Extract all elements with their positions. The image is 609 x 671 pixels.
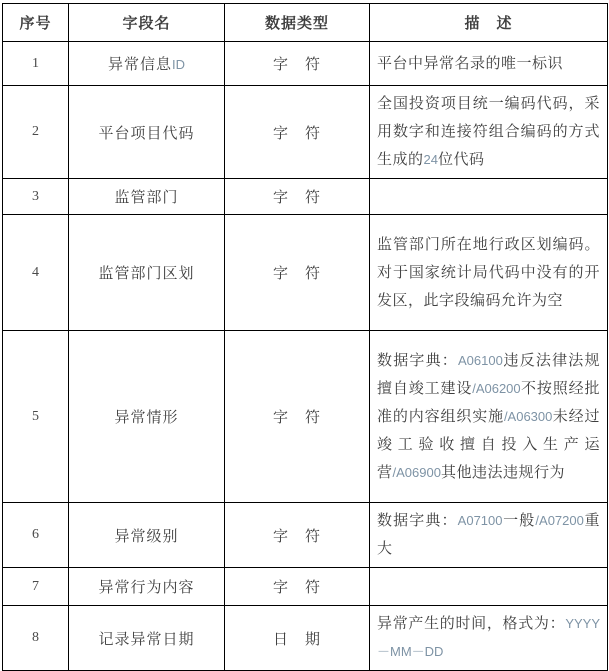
- latin-code-text: /A06200: [472, 380, 521, 396]
- table-row: [3, 606, 608, 671]
- table-row: [3, 179, 608, 215]
- header-desc: 描 述: [370, 4, 608, 42]
- table-row: [3, 568, 608, 606]
- cell-description: 监管部门所在地行政区划编码。对于国家统计局代码中没有的开发区，此字段编码允许为空: [370, 215, 608, 331]
- cell-description: 全国投资项目统一编码代码，采用数字和连接符组合编码的方式生成的24位代码: [370, 86, 608, 179]
- cell-data-type: 字 符: [225, 179, 370, 215]
- cell-field-name: 记录异常日期: [69, 606, 225, 671]
- latin-code-text: /A06300: [503, 408, 553, 424]
- cell-field-name: 异常情形: [69, 331, 225, 503]
- cell-description: 平台中异常名录的唯一标识: [370, 42, 608, 86]
- cell-data-type: 字 符: [225, 215, 370, 331]
- latin-code-text: /A06900: [392, 464, 441, 480]
- cell-data-type: 字 符: [225, 42, 370, 86]
- cell-data-type: 字 符: [225, 568, 370, 606]
- latin-code-text: /A07200: [535, 513, 584, 528]
- cell-field-name: 异常级别: [69, 503, 225, 568]
- cell-data-type: 日 期: [225, 606, 370, 671]
- cell-data-type: 字 符: [225, 503, 370, 568]
- table-row: [3, 331, 608, 503]
- cell-description: [370, 568, 608, 606]
- cell-row-number: 1: [3, 42, 69, 86]
- cell-description: 数据字典：A06100违反法律法规擅自竣工建设/A06200不按照经批准的内容组织实施/A06300未经过竣工验收擅自投入生产运营/A06900其他违法违规行为: [370, 331, 608, 503]
- cell-row-number: 6: [3, 503, 69, 568]
- header-field: 字段名: [69, 4, 225, 42]
- cell-description: 异常产生的时间，格式为：YYYY－MM－DD: [370, 606, 608, 671]
- header-type: 数据类型: [225, 4, 370, 42]
- field-definition-table: [2, 3, 608, 671]
- latin-code-text: 24: [423, 152, 438, 167]
- cell-row-number: 5: [3, 331, 69, 503]
- cell-row-number: 4: [3, 215, 69, 331]
- cell-field-name: 异常行为内容: [69, 568, 225, 606]
- latin-code-text: ID: [172, 57, 185, 72]
- cell-data-type: 字 符: [225, 86, 370, 179]
- cell-row-number: 3: [3, 179, 69, 215]
- cell-row-number: 8: [3, 606, 69, 671]
- table-row: [3, 42, 608, 86]
- cell-row-number: 2: [3, 86, 69, 179]
- cell-field-name: 平台项目代码: [69, 86, 225, 179]
- table-row: [3, 215, 608, 331]
- latin-code-text: A07100: [457, 513, 503, 528]
- cell-field-name: 监管部门: [69, 179, 225, 215]
- cell-field-name: 异常信息ID: [69, 42, 225, 86]
- cell-description: 数据字典：A07100一般/A07200重大: [370, 503, 608, 568]
- cell-field-name: 监管部门区划: [69, 215, 225, 331]
- cell-data-type: 字 符: [225, 331, 370, 503]
- latin-code-text: A06100: [457, 352, 503, 368]
- cell-description: [370, 179, 608, 215]
- latin-code-text: YYYY－MM－DD: [377, 616, 600, 659]
- table-header-row: [3, 4, 608, 42]
- cell-row-number: 7: [3, 568, 69, 606]
- table-row: [3, 86, 608, 179]
- table-row: [3, 503, 608, 568]
- header-no: 序号: [3, 4, 69, 42]
